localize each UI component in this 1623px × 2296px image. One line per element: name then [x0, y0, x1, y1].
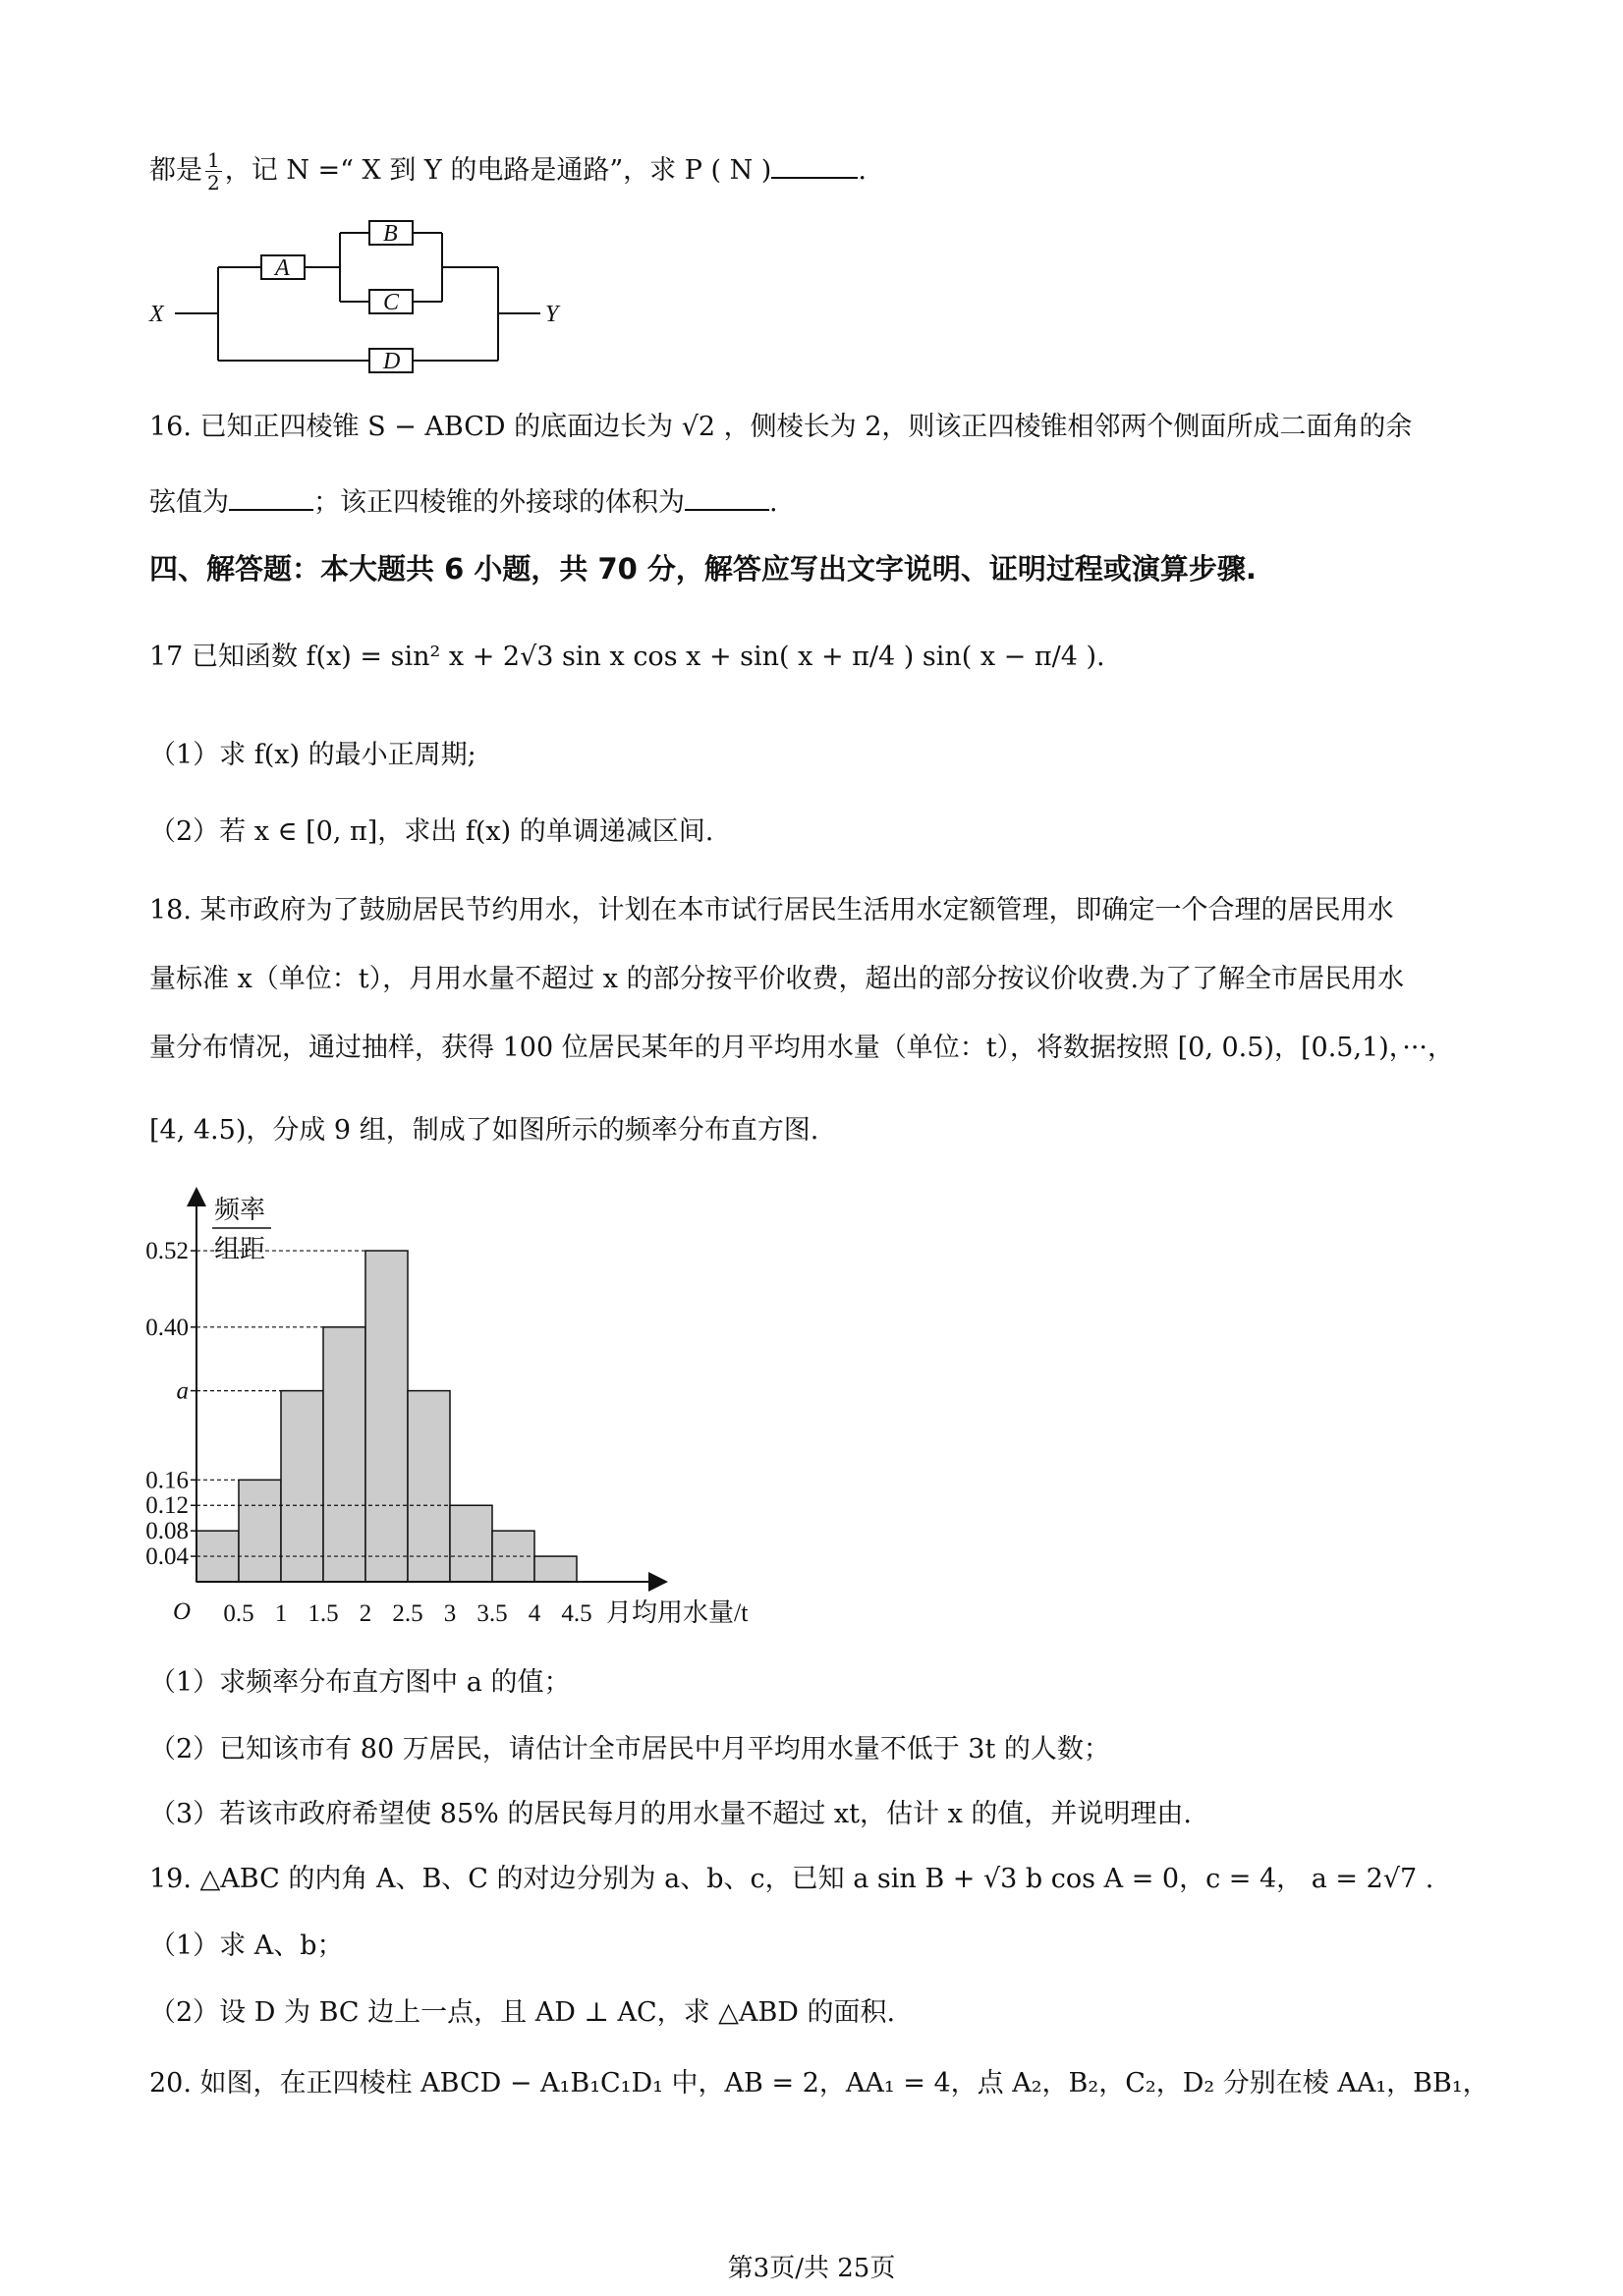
q17-part1: （1）求 f(x) 的最小正周期;	[149, 740, 476, 770]
answer-blank	[771, 153, 858, 179]
x-tick-label: 3.5	[476, 1600, 508, 1627]
x-tick-label: 1	[274, 1600, 288, 1627]
x-tick-label: 4.5	[561, 1600, 592, 1627]
q16-line1: 16. 已知正四棱锥 S − ABCD 的底面边长为 √2 ，侧棱长为 2，则该正四棱锥相邻两个侧面所成二面角的余	[149, 412, 1413, 442]
x-tick-label: 0.5	[223, 1600, 254, 1627]
y-tick-label: 0.12	[145, 1492, 189, 1520]
q15-tail-line: 都是 $\frac{1}{2}$ ，记 N =“ X 到 Y 的电路是通路”，求 P ( N ) .	[149, 148, 867, 195]
q18-line4: [4, 4.5)，分成 9 组，制成了如图所示的频率分布直方图.	[149, 1115, 819, 1146]
x-tick-label: 3	[443, 1600, 457, 1627]
q19-part1: （1）求 A、b；	[149, 1931, 344, 1961]
q16-line2: 弦值为 ；该正四棱锥的外接球的体积为 .	[149, 487, 778, 518]
q18-line2: 量标准 x（单位：t），月用水量不超过 x 的部分按平价收费，超出的部分按议价收费.为了了解全市居民用水	[149, 964, 1405, 994]
circuit-b-label: B	[383, 221, 398, 247]
fraction-one-half: $\frac{1}{2}$	[207, 148, 220, 195]
histogram-bar	[365, 1251, 408, 1582]
y-tick-label: 0.16	[145, 1467, 189, 1494]
y-axis-label-denominator: 组距	[214, 1235, 266, 1263]
q18-part1: （1）求频率分布直方图中 a 的值；	[149, 1667, 571, 1698]
q18-part2: （2）已知该市有 80 万居民，请估计全市居民中月平均用水量不低于 3t 的人数；	[149, 1734, 1110, 1764]
histogram-bar	[281, 1391, 323, 1582]
x-tick-label: 1.5	[308, 1600, 339, 1627]
x-tick-label: 4	[528, 1600, 541, 1627]
q17-stem: 17 已知函数 f(x) = sin² x + 2√3 sin x cos x + sin( x + π/4 ) sin( x − π/4 ).	[149, 642, 1105, 672]
y-tick-label: 0.52	[145, 1238, 189, 1265]
y-tick-label: 0.04	[145, 1543, 189, 1571]
histogram-bar	[239, 1480, 281, 1582]
q18-line3: 量分布情况，通过抽样，获得 100 位居民某年的月平均用水量（单位：t），将数据按照 [0, 0.5)，[0.5,1)，···，	[149, 1033, 1454, 1063]
y-tick-label: 0.08	[145, 1518, 189, 1545]
histogram-bar	[408, 1391, 450, 1582]
q18-line1: 18. 某市政府为了鼓励居民节约用水，计划在本市试行居民生活用水定额管理，即确定一个合理的居民用水	[149, 895, 1394, 925]
histogram-bar	[534, 1556, 577, 1582]
y-axis-label-numerator: 频率	[214, 1196, 266, 1224]
answer-blank	[685, 485, 769, 511]
y-tick-label: 0.40	[145, 1314, 189, 1341]
q18-part3: （3）若该市政府希望使 85% 的居民每月的用水量不超过 xt，估计 x 的值，并说明理由.	[149, 1799, 1192, 1829]
frequency-histogram	[138, 1179, 845, 1641]
q20-stem: 20. 如图，在正四棱柱 ABCD − A₁B₁C₁D₁ 中，AB = 2，AA₁ = 4，点 A₂，B₂，C₂，D₂ 分别在棱 AA₁，BB₁，	[149, 2068, 1489, 2099]
x-tick-label: 2	[359, 1600, 372, 1627]
histogram-bar	[323, 1327, 365, 1582]
circuit-y-label: Y	[545, 302, 559, 327]
origin-label: O	[173, 1598, 192, 1625]
answer-blank	[229, 485, 313, 511]
histogram-bar	[450, 1505, 492, 1582]
q17-part2: （2）若 x ∈ [0, π]，求出 f(x) 的单调递减区间.	[149, 816, 714, 847]
y-tick-label: a	[176, 1377, 189, 1405]
x-tick-label: 2.5	[392, 1600, 423, 1627]
circuit-d-label: D	[383, 349, 401, 374]
x-axis-label: 月均用水量/t	[606, 1598, 749, 1627]
q19-part2: （2）设 D 为 BC 边上一点，且 AD ⊥ AC，求 △ABD 的面积.	[149, 1997, 896, 2028]
circuit-a-label: A	[275, 255, 290, 281]
circuit-c-label: C	[383, 290, 400, 315]
page-footer: 第3页/共 25页	[727, 2254, 896, 2283]
q19-stem: 19. △ABC 的内角 A、B、C 的对边分别为 a、b、c，已知 a sin B + √3 b cos A = 0，c = 4， a = 2√7 .	[149, 1864, 1434, 1894]
circuit-diagram	[147, 208, 580, 375]
section-heading: 四、解答题：本大题共 6 小题，共 70 分，解答应写出文字说明、证明过程或演算步骤.	[149, 552, 1257, 586]
circuit-x-label: X	[149, 302, 164, 327]
